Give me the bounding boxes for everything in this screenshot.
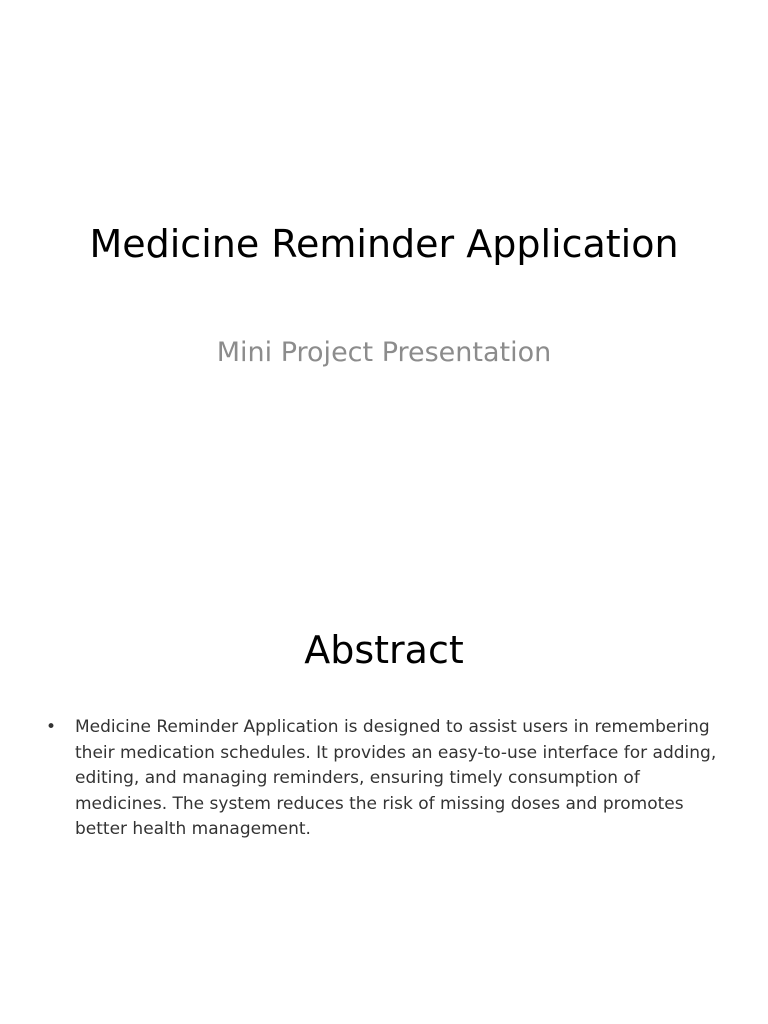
bullet-item — [44, 715, 724, 843]
bullet-icon: • — [46, 717, 57, 737]
abstract-slide — [0, 512, 768, 1024]
presentation-title: Medicine Reminder Application — [89, 222, 679, 266]
bullet-text: Medicine Reminder Application is designed to assist users in remembering their medication schedules. It provides an easy-to-use interface for adding, editing, and managing reminders, ensuring timely consumption of medicines. The system reduces the risk of missing doses and promotes better health management. — [75, 717, 717, 839]
slide-heading: Abstract — [304, 628, 464, 672]
bullet-list — [44, 715, 724, 843]
presentation-subtitle: Mini Project Presentation — [216, 337, 552, 368]
